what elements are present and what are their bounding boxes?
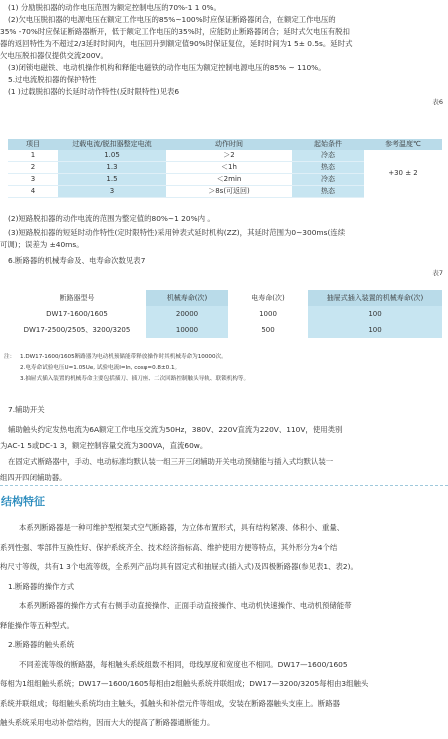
struct-line: 不同差流等级的断路器，每相触头系统组数不相同，母线厚度和宽度也不相同。DW17—1600/1605 xyxy=(19,659,348,669)
table6-cell: 2 xyxy=(8,162,58,174)
table6-cell: 热态 xyxy=(292,162,364,174)
table6-caption: (1 )过载脱扣器的长延时动作特性(反时限特性)见表6 xyxy=(8,87,180,96)
struct-line: 触头系统采用电动补偿结构，因而大大的提高了断路器通断能力。 xyxy=(0,718,215,727)
table6-header-row xyxy=(8,139,442,150)
table7-cell: 10000 xyxy=(146,322,228,338)
table6-cell: 1 xyxy=(8,150,58,162)
intro-line: (2)欠电压脱扣器的电源电压在额定工作电压的85%~100%时应保证断路器闭合，在额定工作电压的 xyxy=(8,15,336,24)
table7-cell: 20000 xyxy=(146,306,228,322)
table6-cell: 热态 xyxy=(292,186,364,198)
table7-cell: 100 xyxy=(308,322,442,338)
table6-cell: 1.3 xyxy=(58,162,166,174)
table7-header: 机械寿命(次) xyxy=(146,290,228,306)
table6-header: 起始条件 xyxy=(292,139,364,150)
notes-prefix: 注： xyxy=(4,354,16,360)
table6-header: 过载电流/脱扣器整定电流 xyxy=(58,139,166,150)
table-row xyxy=(8,306,442,322)
mid-line: 可调)；误差为 ±40ms。 xyxy=(0,240,84,249)
aux-line: 辅助触头约定发热电流为6A额定工作电压交流为50Hz，380V、220V直流为220V、110V，使用类别 xyxy=(8,425,343,434)
table6-cell: 冷态 xyxy=(292,174,364,186)
table6-cell: 3 xyxy=(8,174,58,186)
aux-line: 在固定式断路器中，手动、电动标准均默认装一组三开三闭辅助开关电动预储能与插入式均默认装一 xyxy=(8,457,334,466)
table7-label: 表7 xyxy=(432,269,443,277)
table7-cell: DW17-2500/2505、3200/3205 xyxy=(8,322,146,338)
section-title: 结构特征 xyxy=(1,495,45,508)
table6-cell: 1.05 xyxy=(58,150,166,162)
table6-cell: 4 xyxy=(8,186,58,198)
struct-line: 本系列断路器的操作方式有右侧手动直接操作、正面手动直接操作、电动机快速操作、电动机预储能带 xyxy=(19,601,352,610)
table7-header: 抽屉式插入装置的机械寿命(次) xyxy=(308,290,442,306)
intro-section xyxy=(0,2,448,98)
mid-section xyxy=(0,213,448,267)
table6-cell: 冷态 xyxy=(292,150,364,162)
table7-header: 电寿命(次) xyxy=(228,290,308,306)
note-item: 3.抽屉式插入装置的机械寿命主要包括插刀、插刀座、二次回路控制触头导轨、联锁机构等。 xyxy=(20,376,250,382)
table6-header: 动作时间 xyxy=(166,139,292,150)
aux-line: 为AC-1 5或DC-1 3，额定控制容量交流为300VA，直流60w。 xyxy=(0,441,208,450)
intro-line: (1) 分励脱扣器的动作电压范围为额定控制电压的70%-1 1 0%。 xyxy=(8,3,221,12)
note-item: 2.电寿命试验电压U=1.05Ue, 试验电流I=In, cosφ=0.8±0.1。 xyxy=(20,365,181,371)
intro-line: 器的返回特性为不超过2/3延时时间内，电压回升到额定值90%时保证复位，延时时间为1 5± 0.5s。延时式 xyxy=(0,39,353,48)
note-item: 1.DW17-1600/1605断路器为电动机预储能带释放操作时其机械寿命为10000次。 xyxy=(20,354,227,360)
table7-cell: 500 xyxy=(228,322,308,338)
struct-line: 系列性强、零部件互换性好、保护系统齐全、技术经济指标高、维护使用方便等特点，其外形分为4个结 xyxy=(0,542,338,552)
table7-cell: DW17-1600/1605 xyxy=(8,306,146,322)
table6-header: 参考温度℃ xyxy=(364,139,442,150)
table7-cell: 1000 xyxy=(228,306,308,322)
table7 xyxy=(8,290,442,338)
table6-cell: ＜2min xyxy=(166,174,292,186)
struct-section xyxy=(0,518,448,733)
struct-subheading: 1.断路器的操作方式 xyxy=(8,581,75,591)
intro-line: 欠电压脱扣器仅提供交流200V。 xyxy=(0,51,108,60)
table7-caption: 6.断路器的机械寿命及、电寿命次数见表7 xyxy=(8,256,146,265)
table6-header: 项目 xyxy=(8,139,58,150)
table6-cell: ＞8s(可返回) xyxy=(166,186,292,198)
table7-cell: 100 xyxy=(308,306,442,322)
table-row xyxy=(8,322,442,338)
section-divider xyxy=(0,485,448,486)
mid-line: (2)短路脱扣器的动作电流的范围为整定值的80%~1 20%内 。 xyxy=(8,214,215,223)
table6-cell: 3 xyxy=(58,186,166,198)
intro-line: 5.过电流脱扣器的保护特性 xyxy=(8,75,97,84)
struct-line: 系统并联组成；每组触头系统均由主触头，弧触头和补偿元件等组成，安装在断路器触头支座上。断路器 xyxy=(0,698,340,708)
table6-cell: ＞2 xyxy=(166,150,292,162)
struct-line: 构尺寸等级，共有1 3个电流等级，全系列产品均具有固定式和抽屉式(插入式)及四极断路器(参见表1、表2)。 xyxy=(0,562,358,571)
aux-heading: 7.辅助开关 xyxy=(8,405,45,414)
table7-header: 断路器型号 xyxy=(8,290,146,306)
table6-cell: ＜1h xyxy=(166,162,292,174)
intro-line: 35% -70%时应保证断路器断开，低于额定工作电压的35%时，应能防止断路器闭合；延时式欠电压有脱扣 xyxy=(0,27,350,36)
intro-line: (3)闭锁电磁铁、电动机操作机构和释能电磁铁的动作电压为额定控制电源电压的85% ~ 110%。 xyxy=(8,63,326,72)
table6-cell: 1.5 xyxy=(58,174,166,186)
table7-header-row xyxy=(8,290,442,306)
table-row xyxy=(8,150,442,162)
struct-line: 本系列断路器是一种可维护型框架式空气断路器，为立体布置形式，具有结构紧凑、体积小、重量、 xyxy=(19,523,345,532)
struct-line: 每相为1组组触头系统；DW17—1600/1605每相由2组触头系统并联组成；DW17—3200/3205每相由3组触头 xyxy=(0,679,369,688)
struct-subheading: 2.断路器的触头系统 xyxy=(8,640,75,649)
table6-label: 表6 xyxy=(432,98,443,106)
aux-section xyxy=(0,404,448,488)
struct-line: 释能操作等五种型式。 xyxy=(0,620,74,630)
mid-line: (3)短路脱扣器的短延时动作特性(定时限特性)采用钟表式延时机构(ZZ)，其延时范围为0~300ms(连续 xyxy=(8,228,346,237)
aux-line: 组四开四闭辅助器。 xyxy=(0,473,67,482)
table6 xyxy=(8,139,442,198)
table6-ref-temp: +30 ± 2 xyxy=(388,169,418,178)
